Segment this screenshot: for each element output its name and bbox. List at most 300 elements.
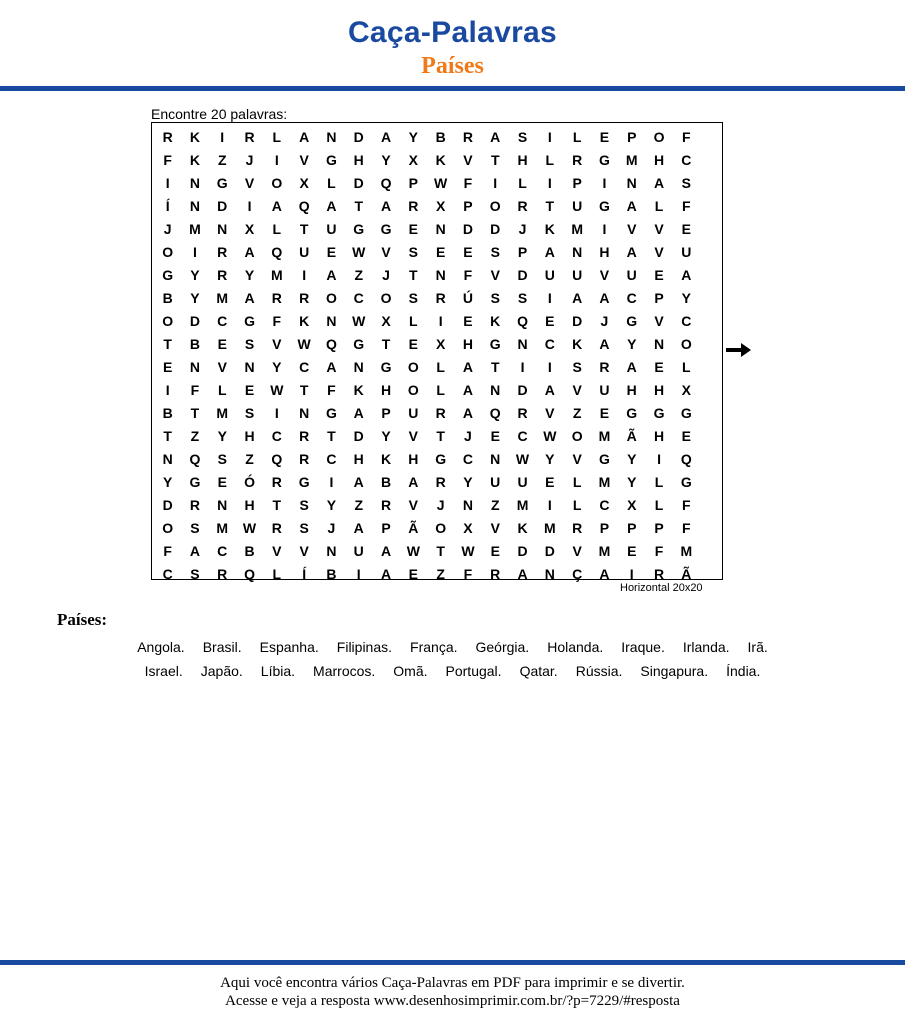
grid-letter: N: [299, 405, 310, 421]
grid-letter: K: [517, 520, 528, 536]
footer-link-text: Acesse e veja a resposta www.desenhosimprimir.com.br/?p=7229/#resposta: [225, 993, 680, 1009]
grid-letter: N: [435, 267, 446, 283]
grid-letter: Í: [302, 566, 307, 582]
grid-row: [152, 149, 722, 172]
grid-letter: W: [242, 520, 257, 536]
grid-letter: C: [299, 359, 310, 375]
grid-letter: F: [163, 152, 172, 168]
grid-row: [152, 517, 722, 540]
grid-letter: V: [272, 543, 282, 559]
grid-letter: Z: [572, 405, 582, 421]
grid-letter: I: [329, 474, 334, 490]
grid-letter: V: [572, 451, 582, 467]
word-item: Japão.: [200, 663, 243, 679]
grid-letter: C: [544, 336, 555, 352]
grid-letter: Q: [271, 244, 283, 260]
grid-letter: Ç: [572, 566, 583, 582]
grid-letter: Z: [190, 428, 200, 444]
footer-text: Aqui você encontra vários Caça-Palavras em PDF para imprimir e se divertir.: [220, 975, 685, 991]
grid-letter: L: [572, 129, 582, 145]
grid-letter: R: [299, 290, 310, 306]
grid-letter: N: [217, 221, 228, 237]
grid-letter: E: [326, 244, 337, 260]
grid-letter: A: [490, 129, 501, 145]
grid-letter: O: [680, 336, 692, 352]
grid-letter: O: [489, 198, 501, 214]
grid-letter: Z: [436, 566, 445, 582]
grid-letter: Ó: [244, 474, 255, 490]
grid-letter: E: [408, 566, 418, 582]
grid-letter: R: [408, 198, 419, 214]
grid-letter: R: [217, 244, 228, 260]
grid-letter: U: [299, 244, 310, 260]
grid-letter: K: [435, 152, 446, 168]
grid-letter: N: [244, 359, 255, 375]
word-item: Singapura.: [640, 663, 709, 679]
grid-letter: R: [572, 152, 583, 168]
grid-letter: S: [299, 497, 309, 513]
grid-letter: S: [244, 405, 255, 421]
grid-letter: V: [572, 382, 582, 398]
grid-letter: E: [654, 267, 664, 283]
grid-letter: Y: [627, 451, 637, 467]
grid-letter: C: [462, 451, 473, 467]
grid-letter: D: [517, 382, 528, 398]
grid-letter: H: [653, 382, 665, 398]
grid-letter: L: [518, 175, 527, 191]
grid-letter: R: [490, 566, 501, 582]
grid-letter: A: [462, 359, 473, 375]
grid-letter: L: [327, 175, 336, 191]
word-search-grid: [151, 122, 723, 580]
grid-letter: N: [435, 221, 446, 237]
grid-letter: R: [299, 428, 310, 444]
grid-letter: K: [490, 313, 501, 329]
arrow-right-icon: [726, 342, 752, 358]
grid-letter: F: [272, 313, 282, 329]
word-item: Brasil.: [202, 639, 242, 655]
grid-letter: J: [245, 152, 254, 168]
grid-letter: N: [326, 129, 337, 145]
grid-letter: Y: [217, 428, 227, 444]
grid-letter: X: [627, 497, 637, 513]
word-list-line-1: [0, 639, 905, 655]
grid-letter: J: [163, 221, 172, 237]
grid-letter: A: [517, 566, 528, 582]
grid-letter: M: [516, 497, 529, 513]
grid-letter: S: [190, 520, 200, 536]
grid-letter: A: [544, 244, 555, 260]
grid-letter: O: [435, 520, 447, 536]
grid-letter: Q: [326, 336, 337, 352]
grid-letter: B: [189, 336, 200, 352]
grid-letter: T: [381, 336, 391, 352]
grid-letter: I: [274, 405, 279, 421]
grid-letter: N: [189, 198, 200, 214]
grid-letter: R: [435, 405, 446, 421]
grid-letter: V: [654, 313, 664, 329]
grid-letter: J: [600, 313, 609, 329]
top-divider: [0, 86, 905, 91]
grid-letter: F: [682, 198, 691, 214]
grid-letter: V: [490, 267, 500, 283]
grid-letter: N: [626, 175, 637, 191]
grid-letter: T: [272, 497, 282, 513]
grid-letter: N: [517, 336, 528, 352]
word-item: Índia.: [726, 663, 761, 679]
grid-letter: U: [572, 267, 583, 283]
grid-letter: K: [572, 336, 583, 352]
grid-letter: P: [463, 198, 473, 214]
grid-letter: C: [217, 313, 228, 329]
grid-letter: P: [654, 520, 664, 536]
grid-letter: C: [326, 451, 337, 467]
grid-letter: A: [544, 382, 555, 398]
grid-letter: U: [599, 382, 610, 398]
grid-letter: X: [408, 152, 418, 168]
grid-letter: Q: [244, 566, 255, 582]
grid-letter: B: [162, 405, 173, 421]
grid-letter: U: [572, 198, 583, 214]
grid-letter: G: [680, 405, 692, 421]
grid-row: [152, 448, 722, 471]
grid-letter: U: [326, 221, 337, 237]
grid-letter: M: [216, 520, 229, 536]
grid-letter: A: [353, 405, 364, 421]
grid-letter: E: [408, 336, 418, 352]
grid-row: [152, 471, 722, 494]
grid-letter: A: [326, 267, 337, 283]
grid-letter: F: [682, 129, 691, 145]
grid-letter: S: [190, 566, 200, 582]
word-item: Portugal.: [445, 663, 502, 679]
grid-letter: H: [462, 336, 473, 352]
grid-letter: E: [599, 129, 610, 145]
grid-letter: N: [189, 175, 200, 191]
grid-letter: Y: [272, 359, 282, 375]
grid-letter: Z: [217, 152, 227, 168]
grid-row: [152, 356, 722, 379]
grid-letter: C: [271, 428, 282, 444]
word-item: Angola.: [137, 639, 185, 655]
grid-letter: S: [217, 451, 227, 467]
grid-letter: E: [654, 359, 664, 375]
grid-letter: N: [326, 543, 337, 559]
grid-letter: E: [599, 405, 610, 421]
grid-letter: W: [352, 313, 366, 329]
grid-letter: Y: [381, 428, 391, 444]
grid-letter: V: [654, 221, 664, 237]
grid-letter: H: [408, 451, 419, 467]
grid-letter: G: [626, 405, 638, 421]
grid-letter: N: [189, 359, 200, 375]
page-title: Caça-Palavras: [347, 16, 558, 49]
grid-letter: I: [165, 175, 170, 191]
grid-letter: Y: [326, 497, 337, 513]
grid-letter: T: [190, 405, 200, 421]
grid-letter: S: [517, 290, 528, 306]
grid-letter: W: [270, 382, 284, 398]
grid-letter: G: [380, 359, 392, 375]
grid-letter: Y: [681, 290, 691, 306]
bottom-divider: [0, 960, 905, 965]
grid-letter: E: [162, 359, 173, 375]
grid-letter: N: [544, 566, 555, 582]
grid-letter: O: [653, 129, 665, 145]
grid-letter: G: [599, 451, 610, 467]
grid-letter: R: [462, 129, 473, 145]
grid-letter: H: [517, 152, 528, 168]
grid-letter: Y: [381, 152, 391, 168]
grid-letter: X: [435, 198, 446, 214]
grid-letter: P: [627, 520, 637, 536]
grid-letter: H: [653, 152, 665, 168]
word-item: Qatar.: [519, 663, 558, 679]
grid-row: [152, 218, 722, 241]
grid-letter: W: [434, 175, 448, 191]
grid-letter: T: [163, 428, 172, 444]
grid-letter: A: [244, 290, 255, 306]
grid-letter: T: [299, 382, 309, 398]
grid-letter: A: [299, 129, 310, 145]
grid-letter: C: [517, 428, 528, 444]
grid-letter: T: [436, 428, 445, 444]
grid-letter: D: [517, 267, 528, 283]
grid-letter: D: [517, 543, 528, 559]
grid-letter: N: [462, 497, 473, 513]
grid-letter: A: [380, 129, 392, 145]
grid-letter: V: [408, 428, 418, 444]
grid-letter: Y: [190, 267, 200, 283]
grid-letter: O: [407, 359, 419, 375]
grid-letter: R: [380, 497, 392, 513]
grid-letter: C: [599, 497, 610, 513]
word-item: Geórgia.: [475, 639, 530, 655]
grid-letter: U: [681, 244, 692, 260]
grid-letter: V: [627, 221, 637, 237]
grid-letter: I: [274, 152, 279, 168]
grid-letter: K: [544, 221, 555, 237]
grid-letter: X: [463, 520, 473, 536]
word-item: Omã.: [393, 663, 428, 679]
grid-letter: G: [244, 313, 255, 329]
grid-letter: T: [490, 152, 500, 168]
grid-letter: E: [681, 221, 691, 237]
grid-letter: I: [547, 497, 552, 513]
grid-letter: A: [271, 198, 282, 214]
grid-letter: Y: [190, 290, 200, 306]
grid-letter: R: [271, 474, 282, 490]
grid-letter: S: [517, 129, 528, 145]
grid-letter: G: [599, 152, 610, 168]
grid-letter: R: [162, 129, 173, 145]
grid-letter: M: [625, 152, 638, 168]
grid-letter: A: [408, 474, 419, 490]
grid-letter: M: [189, 221, 201, 237]
grid-letter: I: [520, 359, 525, 375]
grid-letter: G: [489, 336, 501, 352]
grid-letter: B: [162, 290, 173, 306]
grid-letter: J: [464, 428, 472, 444]
grid-letter: M: [598, 428, 611, 444]
grid-letter: F: [163, 543, 172, 559]
grid-letter: G: [189, 474, 201, 490]
grid-letter: A: [189, 543, 200, 559]
word-item: Espanha.: [259, 639, 319, 655]
grid-letter: O: [571, 428, 583, 444]
grid-letter: S: [490, 244, 500, 260]
grid-letter: N: [162, 451, 173, 467]
grid-letter: R: [653, 566, 665, 582]
grid-letter: D: [490, 221, 501, 237]
grid-letter: D: [189, 313, 200, 329]
grid-letter: S: [408, 244, 418, 260]
grid-letter: O: [380, 290, 392, 306]
grid-letter: J: [518, 221, 527, 237]
grid-letter: I: [547, 290, 552, 306]
grid-row: [152, 333, 722, 356]
grid-letter: A: [380, 543, 392, 559]
grid-letter: R: [517, 198, 528, 214]
grid-letter: L: [436, 359, 445, 375]
grid-letter: V: [572, 543, 582, 559]
grid-letter: X: [435, 336, 446, 352]
grid-letter: Y: [162, 474, 173, 490]
grid-letter: E: [545, 474, 555, 490]
grid-letter: T: [545, 198, 555, 214]
grid-letter: V: [545, 405, 555, 421]
grid-letter: C: [681, 152, 692, 168]
grid-letter: C: [681, 313, 692, 329]
grid-letter: O: [407, 382, 419, 398]
grid-letter: E: [408, 221, 418, 237]
grid-row: [152, 494, 722, 517]
grid-letter: Ú: [462, 290, 473, 306]
grid-letter: H: [244, 497, 255, 513]
grid-letter: K: [189, 152, 200, 168]
grid-letter: N: [217, 497, 228, 513]
grid-letter: E: [627, 543, 637, 559]
grid-letter: R: [572, 520, 583, 536]
grid-letter: W: [352, 244, 366, 260]
grid-letter: Q: [189, 451, 201, 467]
grid-letter: H: [626, 382, 637, 398]
grid-letter: N: [353, 359, 364, 375]
grid-letter: V: [408, 497, 418, 513]
grid-letter: O: [162, 520, 174, 536]
grid-letter: L: [272, 221, 282, 237]
grid-letter: U: [517, 474, 528, 490]
grid-letter: G: [680, 474, 692, 490]
grid-row: [152, 402, 722, 425]
grid-letter: I: [657, 451, 661, 467]
grid-letter: I: [547, 359, 552, 375]
grid-letter: T: [299, 221, 309, 237]
grid-letter: Z: [354, 267, 364, 283]
grid-letter: I: [302, 267, 307, 283]
grid-letter: Y: [463, 474, 473, 490]
grid-letter: K: [353, 382, 364, 398]
grid-letter: V: [490, 520, 500, 536]
grid-letter: F: [682, 520, 691, 536]
grid-letter: B: [244, 543, 255, 559]
word-list-line-2: [0, 663, 905, 679]
grid-letter: A: [326, 359, 337, 375]
grid-letter: E: [217, 336, 227, 352]
grid-letter: E: [217, 474, 227, 490]
grid-letter: Q: [298, 198, 310, 214]
grid-letter: U: [408, 405, 419, 421]
grid-letter: L: [654, 497, 664, 513]
grid-letter: U: [490, 474, 501, 490]
grid-letter: I: [247, 198, 252, 214]
grid-letter: Y: [627, 336, 637, 352]
grid-caption: Horizontal 20x20: [620, 582, 703, 594]
grid-letter: D: [217, 198, 228, 214]
grid-letter: E: [490, 543, 500, 559]
grid-letter: I: [438, 313, 443, 329]
grid-letter: R: [435, 290, 446, 306]
word-item: Líbia.: [260, 663, 296, 679]
grid-letter: L: [654, 474, 664, 490]
grid-letter: B: [326, 566, 337, 582]
grid-row: [152, 264, 722, 287]
grid-letter: Ã: [408, 520, 419, 536]
grid-letter: M: [598, 474, 611, 490]
grid-letter: Z: [245, 451, 254, 467]
word-item: França.: [410, 639, 458, 655]
grid-letter: S: [681, 175, 691, 191]
grid-letter: W: [515, 451, 530, 467]
puzzle-instruction: Encontre 20 palavras:: [151, 106, 288, 122]
grid-letter: X: [381, 313, 391, 329]
grid-letter: H: [353, 451, 364, 467]
grid-letter: I: [220, 129, 225, 145]
grid-letter: L: [682, 359, 691, 375]
grid-letter: Y: [545, 451, 555, 467]
word-item: Iraque.: [621, 639, 665, 655]
grid-letter: N: [653, 336, 665, 352]
grid-letter: S: [299, 520, 309, 536]
grid-letter: G: [353, 221, 365, 237]
grid-row: [152, 287, 722, 310]
grid-letter: D: [544, 543, 555, 559]
grid-letter: I: [547, 175, 552, 191]
word-item: Irlanda.: [682, 639, 730, 655]
grid-letter: E: [545, 313, 555, 329]
grid-letter: R: [217, 566, 228, 582]
grid-letter: X: [299, 175, 309, 191]
grid-row: [152, 126, 722, 149]
grid-letter: Y: [408, 129, 418, 145]
word-item: Marrocos.: [313, 663, 376, 679]
grid-letter: K: [189, 129, 200, 145]
grid-letter: U: [626, 267, 637, 283]
grid-letter: T: [163, 336, 172, 352]
grid-letter: V: [272, 336, 282, 352]
grid-letter: J: [382, 267, 390, 283]
grid-letter: T: [490, 359, 500, 375]
word-item: Holanda.: [547, 639, 604, 655]
grid-letter: M: [571, 221, 583, 237]
grid-letter: A: [626, 244, 637, 260]
grid-letter: N: [490, 382, 501, 398]
grid-letter: W: [461, 543, 475, 559]
grid-letter: X: [681, 382, 691, 398]
grid-letter: C: [217, 543, 228, 559]
page-subtitle: Países: [421, 53, 484, 79]
grid-letter: M: [598, 543, 611, 559]
